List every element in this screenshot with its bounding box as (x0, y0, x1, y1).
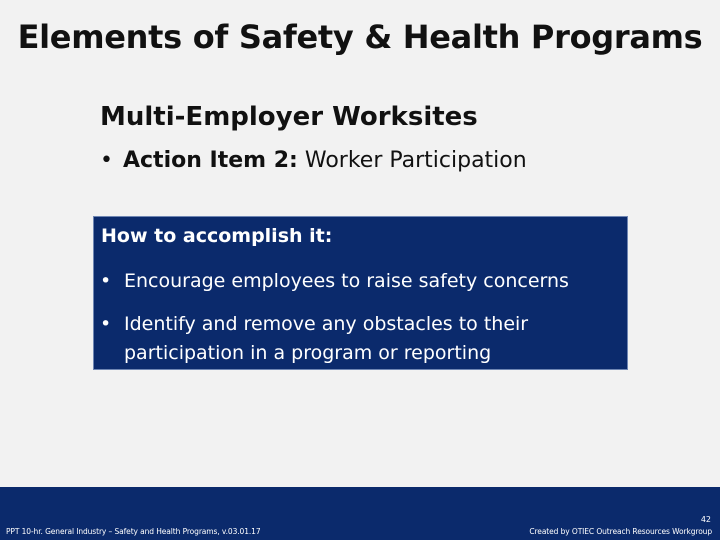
footer-credit: Created by OTIEC Outreach Resources Workgroup (529, 527, 712, 536)
footer-course-info: PPT 10-hr. General Industry – Safety and Health Programs, v.03.01.17 (6, 527, 261, 536)
box-heading: How to accomplish it: (101, 225, 333, 247)
action-item-text: Worker Participation (304, 148, 527, 173)
slide-title: Elements of Safety & Health Programs (17, 18, 703, 56)
bullet-icon: • (100, 270, 112, 292)
list-item-text: Identify and remove any obstacles to their participation in a program or reporting (124, 313, 529, 364)
list-item (100, 267, 620, 296)
footer-bar (0, 487, 720, 540)
action-item-label: Action Item 2: (122, 148, 298, 173)
page-number: 42 (700, 515, 711, 524)
action-item-line (100, 148, 527, 173)
bullet-icon: • (100, 313, 112, 335)
box-list (100, 267, 620, 382)
list-item (100, 310, 620, 368)
bullet-icon: • (100, 148, 113, 173)
slide-subtitle: Multi-Employer Worksites (100, 102, 478, 132)
accomplish-box (93, 216, 628, 370)
list-item-text: Encourage employees to raise safety concerns (124, 270, 569, 292)
